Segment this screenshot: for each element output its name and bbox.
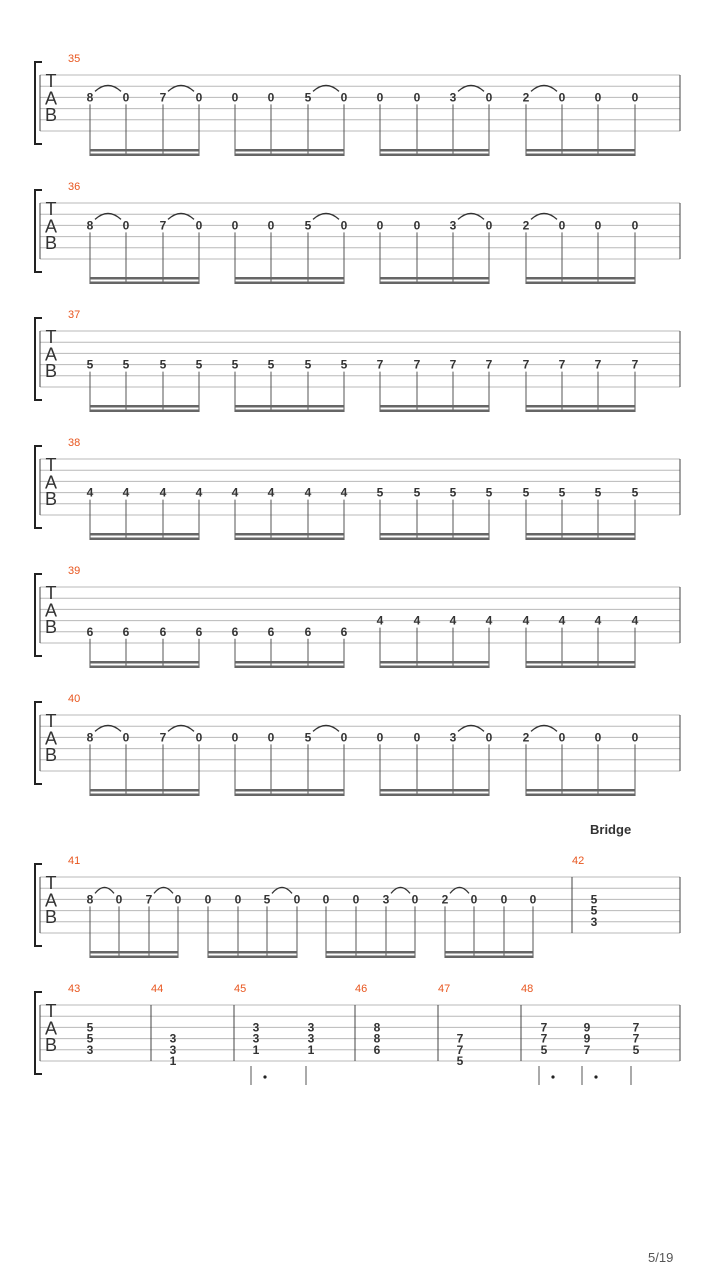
beam-line bbox=[90, 789, 199, 792]
fret-number: 5 bbox=[413, 485, 421, 500]
fret-number: 5 bbox=[231, 357, 239, 372]
fret-number: 8 bbox=[86, 218, 94, 233]
beam-line bbox=[526, 533, 635, 536]
beam-line bbox=[235, 666, 344, 669]
page-number: 5/19 bbox=[648, 1250, 674, 1265]
fret-number: 0 bbox=[204, 892, 212, 907]
fret-number: 0 bbox=[122, 218, 130, 233]
fret-number: 0 bbox=[529, 892, 537, 907]
fret-number: 7 bbox=[485, 357, 493, 372]
fret-number: 7 bbox=[540, 1031, 548, 1046]
fret-number: 5 bbox=[594, 485, 602, 500]
bar-number: 37 bbox=[68, 309, 81, 321]
beam-line bbox=[235, 405, 344, 408]
beam-line bbox=[90, 154, 199, 157]
fret-number: 5 bbox=[522, 485, 530, 500]
fret-number: 0 bbox=[631, 730, 639, 745]
staff-bracket bbox=[35, 446, 42, 528]
fret-number: 4 bbox=[594, 613, 602, 628]
fret-number: 0 bbox=[122, 90, 130, 105]
fret-number: 4 bbox=[558, 613, 566, 628]
beam-line bbox=[208, 951, 297, 954]
tab-clef-letter: T bbox=[45, 583, 57, 604]
tab-clef-letter: A bbox=[44, 728, 58, 749]
beam-line bbox=[235, 149, 344, 152]
beam-line bbox=[526, 277, 635, 280]
dot bbox=[594, 1075, 597, 1078]
fret-number: 0 bbox=[174, 892, 182, 907]
beam-line bbox=[235, 277, 344, 280]
staff-bracket bbox=[35, 318, 42, 400]
staff-bracket bbox=[35, 574, 42, 656]
beam-line bbox=[380, 789, 489, 792]
dot bbox=[551, 1075, 554, 1078]
fret-number: 7 bbox=[456, 1042, 464, 1057]
fret-number: 7 bbox=[632, 1020, 640, 1035]
bar-number: 38 bbox=[68, 437, 81, 449]
fret-number: 0 bbox=[293, 892, 301, 907]
fret-number: 5 bbox=[456, 1054, 464, 1068]
fret-number: 6 bbox=[195, 624, 203, 639]
fret-number: 4 bbox=[449, 613, 457, 628]
fret-number: 0 bbox=[195, 90, 203, 105]
fret-number: 0 bbox=[411, 892, 419, 907]
tab-clef-letter: A bbox=[44, 344, 58, 365]
fret-number: 0 bbox=[231, 730, 239, 745]
fret-number: 0 bbox=[413, 730, 421, 745]
beam-line bbox=[90, 149, 199, 152]
fret-number: 4 bbox=[485, 613, 493, 628]
staff-bracket bbox=[35, 702, 42, 784]
tab-clef-letter: B bbox=[44, 232, 58, 253]
bar-number: 36 bbox=[68, 181, 81, 193]
tab-clef-letter: A bbox=[44, 216, 58, 237]
beam-line bbox=[380, 282, 489, 285]
staff-bracket bbox=[35, 864, 42, 946]
fret-number: 6 bbox=[373, 1042, 381, 1057]
beam-line bbox=[235, 410, 344, 413]
fret-number: 5 bbox=[449, 485, 457, 500]
beam-line bbox=[90, 533, 199, 536]
fret-number: 0 bbox=[376, 218, 384, 233]
beam-line bbox=[526, 661, 635, 664]
bar-number: 47 bbox=[438, 983, 451, 995]
fret-number: 0 bbox=[234, 892, 242, 907]
fret-number: 0 bbox=[267, 218, 275, 233]
fret-number: 5 bbox=[304, 218, 312, 233]
fret-number: 0 bbox=[485, 90, 493, 105]
bar-number: 42 bbox=[572, 855, 585, 867]
tab-clef-letter: A bbox=[44, 472, 58, 493]
staff-bracket bbox=[35, 190, 42, 272]
tab-clef-letter: T bbox=[45, 199, 57, 220]
fret-number: 7 bbox=[522, 357, 530, 372]
bar-number: 45 bbox=[234, 983, 247, 995]
fret-number: 3 bbox=[169, 1031, 177, 1046]
fret-number: 7 bbox=[540, 1020, 548, 1035]
fret-number: 6 bbox=[122, 624, 130, 639]
fret-number: 0 bbox=[195, 218, 203, 233]
fret-number: 4 bbox=[267, 485, 275, 500]
tab-clef-letter: A bbox=[44, 1018, 58, 1039]
fret-number: 0 bbox=[500, 892, 508, 907]
fret-number: 3 bbox=[169, 1042, 177, 1057]
fret-number: 4 bbox=[304, 485, 312, 500]
fret-number: 0 bbox=[594, 218, 602, 233]
tab-clef-letter: T bbox=[45, 327, 57, 348]
fret-number: 0 bbox=[267, 90, 275, 105]
fret-number: 2 bbox=[522, 218, 530, 233]
fret-number: 3 bbox=[449, 218, 457, 233]
fret-number: 7 bbox=[449, 357, 457, 372]
tab-clef-letter: B bbox=[44, 488, 58, 509]
fret-number: 0 bbox=[231, 90, 239, 105]
fret-number: 7 bbox=[145, 892, 153, 907]
fret-number: 3 bbox=[382, 892, 390, 907]
bar-number: 39 bbox=[68, 565, 81, 577]
tab-clef-letter: A bbox=[44, 600, 58, 621]
beam-line bbox=[526, 794, 635, 797]
tab-clef-letter: T bbox=[45, 71, 57, 92]
fret-number: 7 bbox=[413, 357, 421, 372]
fret-number: 0 bbox=[352, 892, 360, 907]
beam-line bbox=[380, 154, 489, 157]
fret-number: 8 bbox=[373, 1020, 381, 1035]
fret-number: 0 bbox=[376, 730, 384, 745]
fret-number: 5 bbox=[86, 1020, 94, 1035]
beam-line bbox=[90, 277, 199, 280]
fret-number: 5 bbox=[122, 357, 130, 372]
fret-number: 3 bbox=[252, 1020, 260, 1035]
fret-number: 0 bbox=[376, 90, 384, 105]
fret-number: 7 bbox=[631, 357, 639, 372]
tab-clef-letter: B bbox=[44, 906, 58, 927]
tab-clef-letter: A bbox=[44, 88, 58, 109]
beam-line bbox=[526, 282, 635, 285]
beam-line bbox=[526, 149, 635, 152]
fret-number: 5 bbox=[304, 357, 312, 372]
fret-number: 0 bbox=[231, 218, 239, 233]
beam-line bbox=[526, 405, 635, 408]
fret-number: 7 bbox=[558, 357, 566, 372]
bar-number: 46 bbox=[355, 983, 368, 995]
fret-number: 9 bbox=[583, 1031, 591, 1046]
fret-number: 0 bbox=[558, 730, 566, 745]
fret-number: 7 bbox=[159, 218, 167, 233]
fret-number: 7 bbox=[159, 90, 167, 105]
fret-number: 4 bbox=[195, 485, 203, 500]
fret-number: 0 bbox=[340, 730, 348, 745]
beam-line bbox=[526, 410, 635, 413]
beam-line bbox=[380, 149, 489, 152]
fret-number: 4 bbox=[159, 485, 167, 500]
fret-number: 5 bbox=[340, 357, 348, 372]
fret-number: 5 bbox=[558, 485, 566, 500]
fret-number: 0 bbox=[413, 90, 421, 105]
fret-number: 3 bbox=[86, 1042, 94, 1057]
fret-number: 3 bbox=[449, 730, 457, 745]
fret-number: 4 bbox=[122, 485, 130, 500]
fret-number: 8 bbox=[86, 892, 94, 907]
fret-number: 7 bbox=[456, 1031, 464, 1046]
fret-number: 2 bbox=[522, 730, 530, 745]
beam-line bbox=[90, 666, 199, 669]
fret-number: 0 bbox=[558, 218, 566, 233]
fret-number: 4 bbox=[231, 485, 239, 500]
beam-line bbox=[380, 533, 489, 536]
section-label-bridge: Bridge bbox=[590, 822, 632, 837]
fret-number: 0 bbox=[594, 730, 602, 745]
beam-line bbox=[380, 410, 489, 413]
beam-line bbox=[380, 277, 489, 280]
beam-line bbox=[235, 661, 344, 664]
fret-number: 4 bbox=[631, 613, 639, 628]
beam-line bbox=[380, 666, 489, 669]
beam-line bbox=[526, 666, 635, 669]
fret-number: 4 bbox=[413, 613, 421, 628]
beam-line bbox=[326, 951, 415, 954]
fret-number: 3 bbox=[590, 914, 598, 929]
fret-number: 4 bbox=[376, 613, 384, 628]
beam-line bbox=[90, 661, 199, 664]
fret-number: 3 bbox=[252, 1031, 260, 1046]
beam-line bbox=[90, 956, 178, 959]
fret-number: 6 bbox=[340, 624, 348, 639]
fret-number: 5 bbox=[590, 903, 598, 918]
fret-number: 0 bbox=[631, 90, 639, 105]
fret-number: 0 bbox=[340, 90, 348, 105]
bar-number: 40 bbox=[68, 693, 81, 705]
fret-number: 7 bbox=[583, 1042, 591, 1057]
tab-clef-letter: B bbox=[44, 104, 58, 125]
beam-line bbox=[526, 789, 635, 792]
beam-line bbox=[90, 794, 199, 797]
fret-number: 3 bbox=[307, 1031, 315, 1046]
beam-line bbox=[90, 410, 199, 413]
fret-number: 0 bbox=[195, 730, 203, 745]
tab-clef-letter: A bbox=[44, 890, 58, 911]
fret-number: 0 bbox=[267, 730, 275, 745]
bar-number: 44 bbox=[151, 983, 164, 995]
fret-number: 8 bbox=[373, 1031, 381, 1046]
staff-bracket bbox=[35, 62, 42, 144]
tab-clef-letter: B bbox=[44, 1034, 58, 1055]
dot bbox=[263, 1075, 266, 1078]
tab-clef-letter: T bbox=[45, 455, 57, 476]
fret-number: 0 bbox=[322, 892, 330, 907]
beam-line bbox=[235, 789, 344, 792]
fret-number: 1 bbox=[252, 1042, 260, 1057]
fret-number: 6 bbox=[304, 624, 312, 639]
beam-line bbox=[90, 282, 199, 285]
fret-number: 7 bbox=[159, 730, 167, 745]
beam-line bbox=[90, 951, 178, 954]
fret-number: 2 bbox=[522, 90, 530, 105]
fret-number: 5 bbox=[485, 485, 493, 500]
fret-number: 5 bbox=[86, 357, 94, 372]
fret-number: 7 bbox=[376, 357, 384, 372]
fret-number: 3 bbox=[449, 90, 457, 105]
fret-number: 5 bbox=[632, 1042, 640, 1057]
fret-number: 1 bbox=[307, 1042, 315, 1057]
fret-number: 5 bbox=[195, 357, 203, 372]
beam-line bbox=[90, 538, 199, 541]
fret-number: 5 bbox=[540, 1042, 548, 1057]
fret-number: 0 bbox=[122, 730, 130, 745]
staff-bracket bbox=[35, 992, 42, 1074]
tab-clef-letter: T bbox=[45, 711, 57, 732]
beam-line bbox=[235, 282, 344, 285]
fret-number: 5 bbox=[590, 892, 598, 907]
beam-line bbox=[445, 956, 533, 959]
beam-line bbox=[380, 794, 489, 797]
fret-number: 0 bbox=[485, 730, 493, 745]
fret-number: 6 bbox=[86, 624, 94, 639]
fret-number: 8 bbox=[86, 730, 94, 745]
fret-number: 8 bbox=[86, 90, 94, 105]
fret-number: 0 bbox=[340, 218, 348, 233]
fret-number: 7 bbox=[594, 357, 602, 372]
beam-line bbox=[235, 538, 344, 541]
beam-line bbox=[445, 951, 533, 954]
bar-number: 35 bbox=[68, 53, 81, 65]
fret-number: 4 bbox=[522, 613, 530, 628]
beam-line bbox=[526, 538, 635, 541]
beam-line bbox=[380, 661, 489, 664]
tab-clef-letter: B bbox=[44, 616, 58, 637]
fret-number: 5 bbox=[267, 357, 275, 372]
fret-number: 0 bbox=[470, 892, 478, 907]
fret-number: 0 bbox=[115, 892, 123, 907]
fret-number: 5 bbox=[304, 730, 312, 745]
fret-number: 6 bbox=[267, 624, 275, 639]
bar-number: 48 bbox=[521, 983, 534, 995]
fret-number: 7 bbox=[632, 1031, 640, 1046]
beam-line bbox=[526, 154, 635, 157]
fret-number: 0 bbox=[631, 218, 639, 233]
fret-number: 3 bbox=[307, 1020, 315, 1035]
tab-clef-letter: T bbox=[45, 873, 57, 894]
beam-line bbox=[326, 956, 415, 959]
fret-number: 0 bbox=[485, 218, 493, 233]
tab-clef-letter: T bbox=[45, 1001, 57, 1022]
beam-line bbox=[380, 405, 489, 408]
beam-line bbox=[380, 538, 489, 541]
fret-number: 5 bbox=[631, 485, 639, 500]
fret-number: 5 bbox=[376, 485, 384, 500]
beam-line bbox=[90, 405, 199, 408]
fret-number: 0 bbox=[594, 90, 602, 105]
beam-line bbox=[235, 533, 344, 536]
beam-line bbox=[235, 794, 344, 797]
fret-number: 5 bbox=[159, 357, 167, 372]
fret-number: 4 bbox=[86, 485, 94, 500]
fret-number: 4 bbox=[340, 485, 348, 500]
bar-number: 43 bbox=[68, 983, 81, 995]
beam-line bbox=[208, 956, 297, 959]
fret-number: 5 bbox=[304, 90, 312, 105]
tab-clef-letter: B bbox=[44, 744, 58, 765]
bar-number: 41 bbox=[68, 855, 81, 867]
fret-number: 0 bbox=[558, 90, 566, 105]
fret-number: 5 bbox=[86, 1031, 94, 1046]
fret-number: 0 bbox=[413, 218, 421, 233]
tab-clef-letter: B bbox=[44, 360, 58, 381]
fret-number: 1 bbox=[169, 1054, 177, 1068]
fret-number: 9 bbox=[583, 1020, 591, 1035]
fret-number: 2 bbox=[441, 892, 449, 907]
fret-number: 6 bbox=[231, 624, 239, 639]
beam-line bbox=[235, 154, 344, 157]
fret-number: 5 bbox=[263, 892, 271, 907]
fret-number: 6 bbox=[159, 624, 167, 639]
